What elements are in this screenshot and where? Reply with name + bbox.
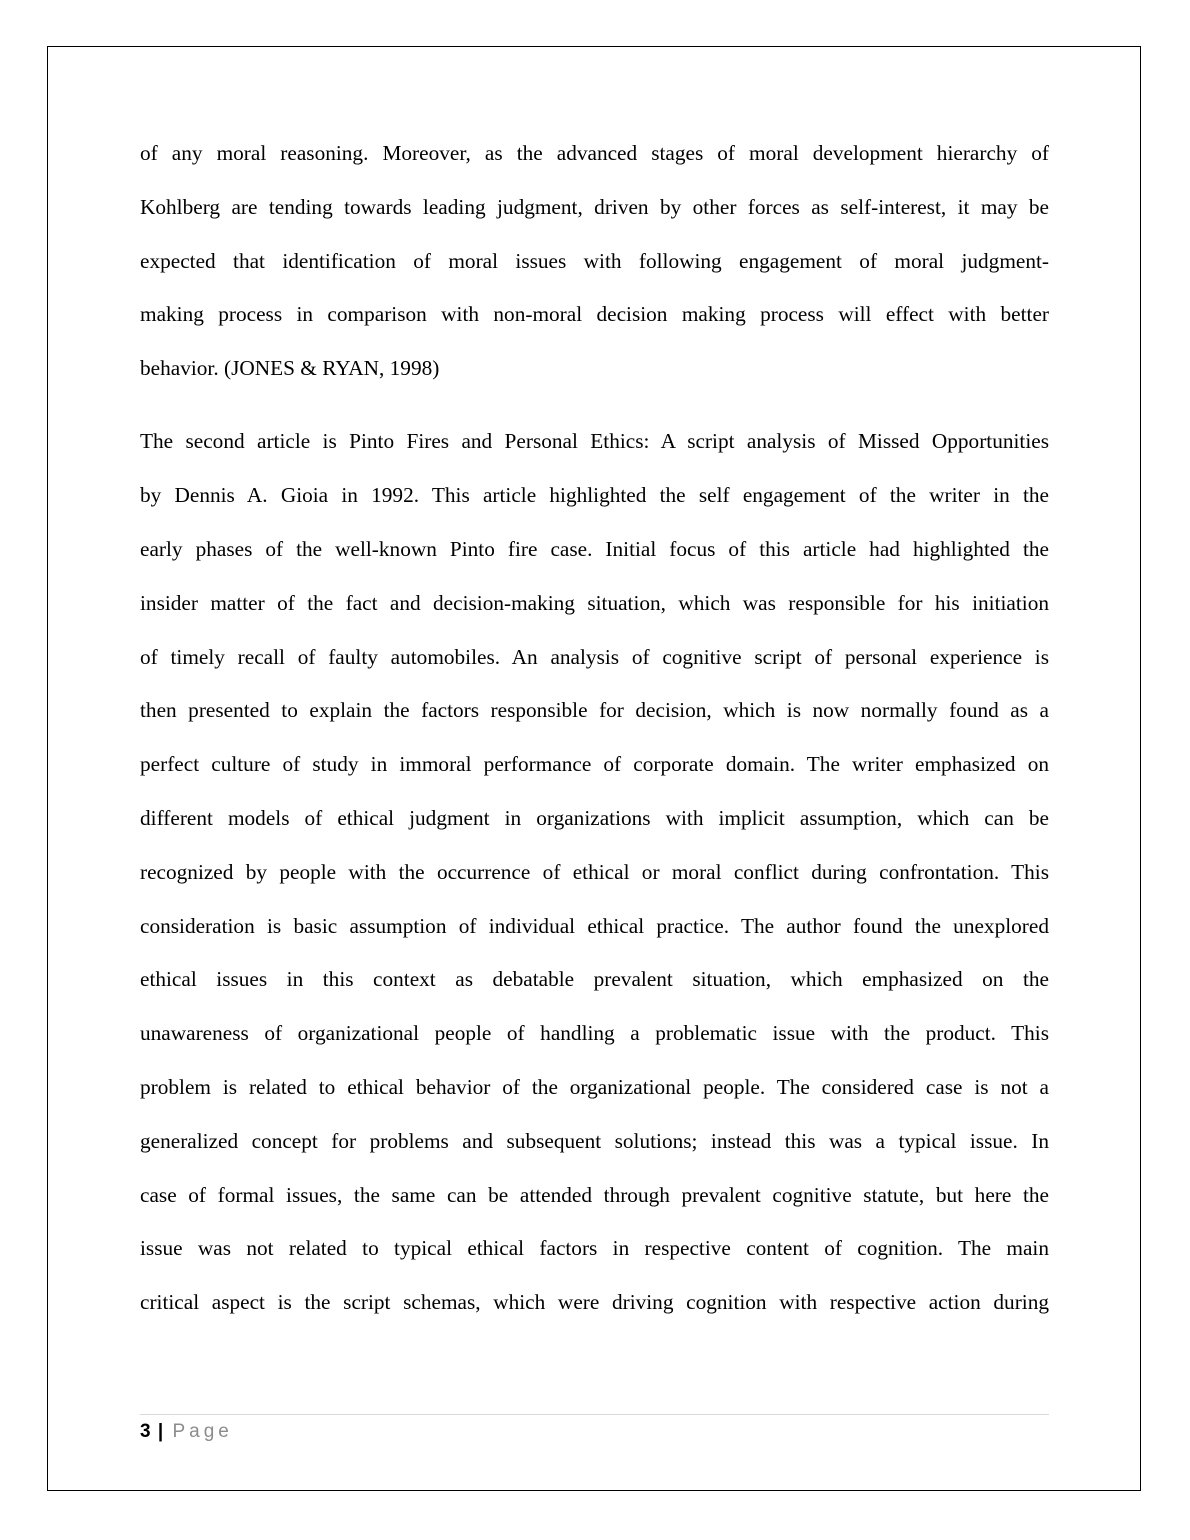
paragraph-2-line-7: perfect culture of study in immoral performance of corporate domain. The writer emphasized on	[140, 752, 1049, 777]
paragraph-2-line-14: generalized concept for problems and subsequent solutions; instead this was a typical issue. In	[140, 1128, 1049, 1153]
paragraph-2-line-12: unawareness of organizational people of handling a problematic issue with the product. This	[140, 1021, 1049, 1046]
paragraph-2-line-8: different models of ethical judgment in organizations with implicit assumption, which can be	[140, 806, 1049, 831]
page-label: Page	[172, 1421, 233, 1442]
paragraph-1-line-4: making process in comparison with non-moral decision making process will effect with better	[140, 302, 1049, 327]
paragraph-2-line-11: ethical issues in this context as debatable prevalent situation, which emphasized on the	[140, 967, 1049, 992]
paragraph-2-line-17: critical aspect is the script schemas, which were driving cognition with respective action during	[140, 1290, 1049, 1315]
paragraph-1-line-2: Kohlberg are tending towards leading judgment, driven by other forces as self-interest, it may be	[140, 194, 1049, 219]
document-body	[140, 127, 1049, 1330]
paragraph-2-line-9: recognized by people with the occurrence of ethical or moral conflict during confrontation. This	[140, 859, 1049, 884]
page-footer	[140, 1419, 233, 1445]
page-number: 3	[140, 1421, 151, 1442]
paragraph-1-line-1: of any moral reasoning. Moreover, as the advanced stages of moral development hierarchy of	[140, 141, 1049, 165]
paragraph-2-line-15: case of formal issues, the same can be attended through prevalent cognitive statute, but here the	[140, 1182, 1049, 1207]
paragraph-2-line-5: of timely recall of faulty automobiles. An analysis of cognitive script of personal experience is	[140, 644, 1049, 669]
paragraph-1-line-5: behavior. (JONES & RYAN, 1998)	[140, 356, 440, 381]
paragraph-2-line-2: by Dennis A. Gioia in 1992. This article highlighted the self engagement of the writer in the	[140, 483, 1049, 508]
footer-divider	[140, 1414, 1049, 1415]
paragraph-2-line-4: insider matter of the fact and decision-making situation, which was responsible for his initiation	[140, 590, 1049, 615]
paragraph-1-line-3: expected that identification of moral issues with following engagement of moral judgment-	[140, 248, 1049, 273]
paragraph-2-line-3: early phases of the well-known Pinto fire case. Initial focus of this article had highlighted the	[140, 537, 1049, 562]
paragraph-2-line-6: then presented to explain the factors responsible for decision, which is now normally found as a	[140, 698, 1049, 723]
footer-separator: |	[157, 1421, 164, 1442]
paragraph-2-line-1: The second article is Pinto Fires and Personal Ethics: A script analysis of Missed Opportunities	[140, 429, 1049, 454]
paragraph-2-line-13: problem is related to ethical behavior of the organizational people. The considered case is not a	[140, 1075, 1049, 1100]
paragraph-spacer	[140, 396, 1049, 416]
paragraph-2-line-16: issue was not related to typical ethical factors in respective content of cognition. The main	[140, 1236, 1049, 1261]
paragraph-2-line-10: consideration is basic assumption of individual ethical practice. The author found the unexplored	[140, 913, 1049, 938]
